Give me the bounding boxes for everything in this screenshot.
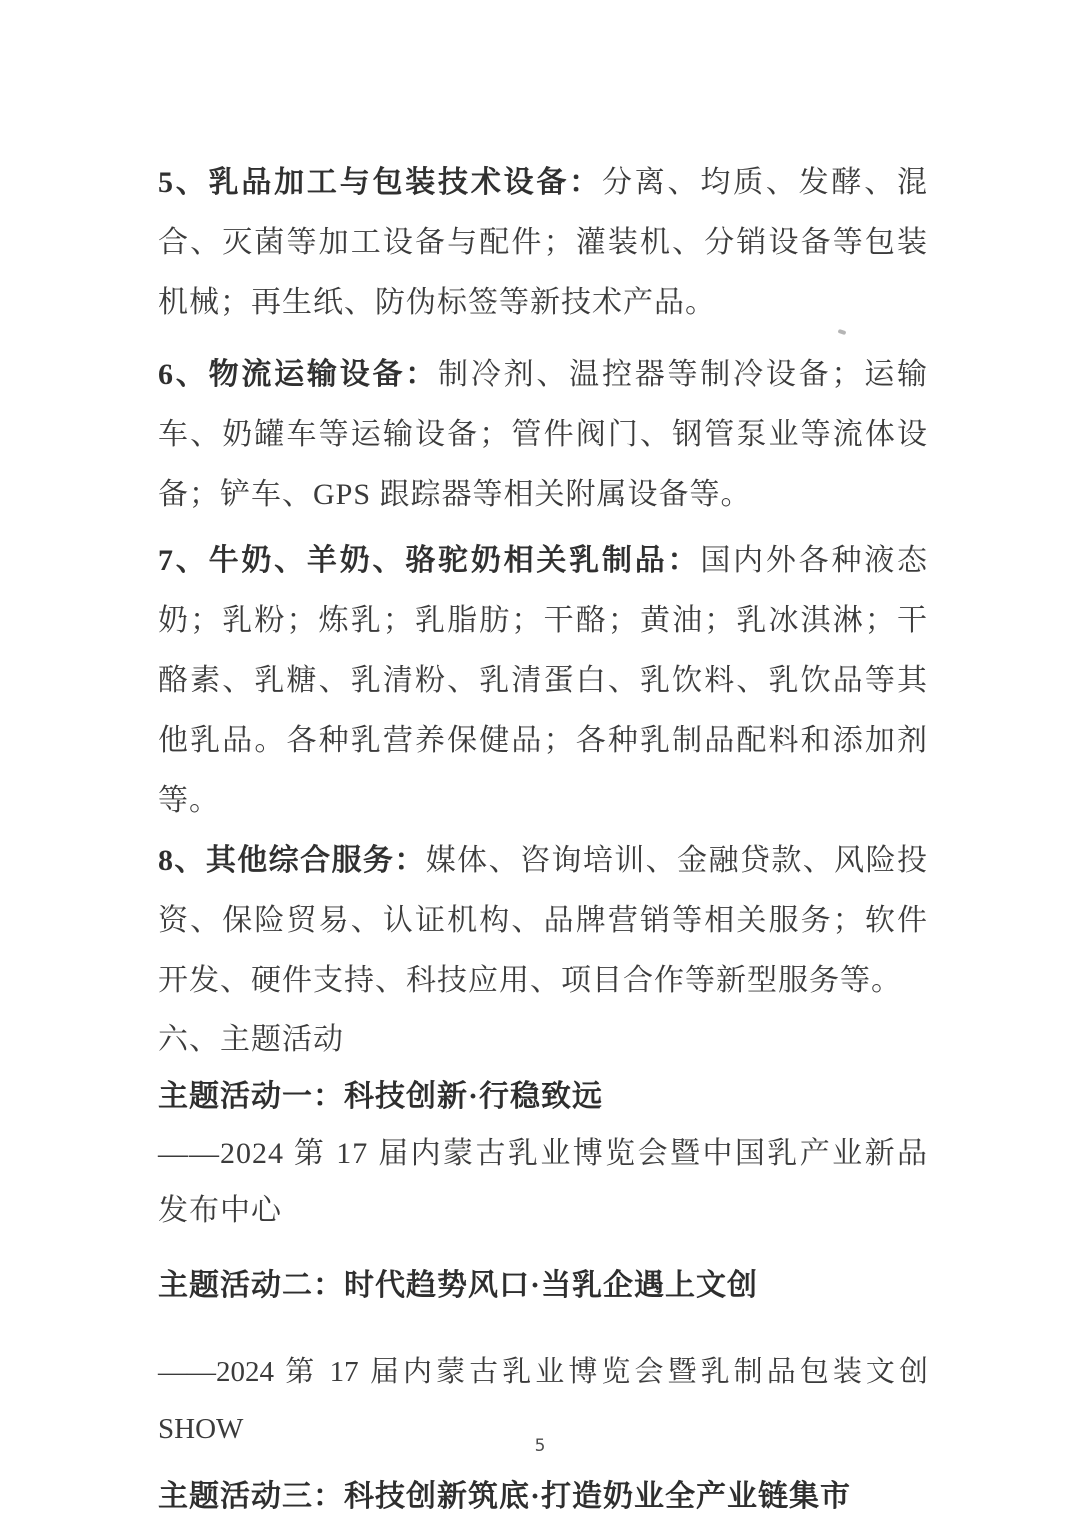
activity-1-title: 主题活动一：科技创新·行稳致远 <box>158 1080 604 1113</box>
activity-3-title: 主题活动三：科技创新筑底·打造奶业全产业链集市 <box>158 1480 852 1513</box>
section-heading-six: 六、主题活动 <box>158 1023 344 1056</box>
exhibit-item-6-title: 6、物流运输设备： <box>158 358 439 391</box>
exhibit-item-6-body: 制冷剂、温控器等制冷设备；运输车、奶罐车等运输设备；管件阀门、钢管泵业等流体设备；铲车、GPS 跟踪器等相关附属设备等。 <box>158 358 929 511</box>
exhibit-item-7-body: 国内外各种液态奶；乳粉；炼乳；乳脂肪；干酪；黄油；乳冰淇淋；干酪素、乳糖、乳清粉、乳清蛋白、乳饮料、乳饮品等其他乳品。各种乳营养保健品；各种乳制品配料和添加剂等。 <box>158 544 929 817</box>
activity-2-title: 主题活动二：时代趋势风口·当乳企遇上文创 <box>158 1269 759 1302</box>
exhibit-item-8 <box>158 831 928 1011</box>
exhibit-item-5-body: 分离、均质、发酵、混合、灭菌等加工设备与配件；灌装机、分销设备等包装机械；再生纸、防伪标签等新技术产品。 <box>158 166 929 319</box>
activity-2-subtitle: ——2024 第 17 届内蒙古乳业博览会暨乳制品包装文创 SHOW <box>158 1356 928 1445</box>
exhibit-item-5-title: 5、乳品加工与包装技术设备： <box>158 166 602 199</box>
page-number: 5 <box>534 1436 546 1456</box>
document-body <box>158 153 928 1525</box>
activity-1-subtitle: ——2024 第 17 届内蒙古乳业博览会暨中国乳产业新品发布中心 <box>158 1137 928 1227</box>
exhibit-item-7 <box>158 531 928 831</box>
exhibit-item-6 <box>158 345 928 525</box>
exhibit-item-8-body: 媒体、咨询培训、金融贷款、风险投资、保险贸易、认证机构、品牌营销等相关服务；软件开发、硬件支持、科技应用、项目合作等新型服务等。 <box>158 844 928 997</box>
exhibit-item-8-title: 8、其他综合服务： <box>158 844 426 877</box>
exhibit-item-5 <box>158 153 928 333</box>
exhibit-item-7-title: 7、牛奶、羊奶、骆驼奶相关乳制品： <box>158 544 701 577</box>
